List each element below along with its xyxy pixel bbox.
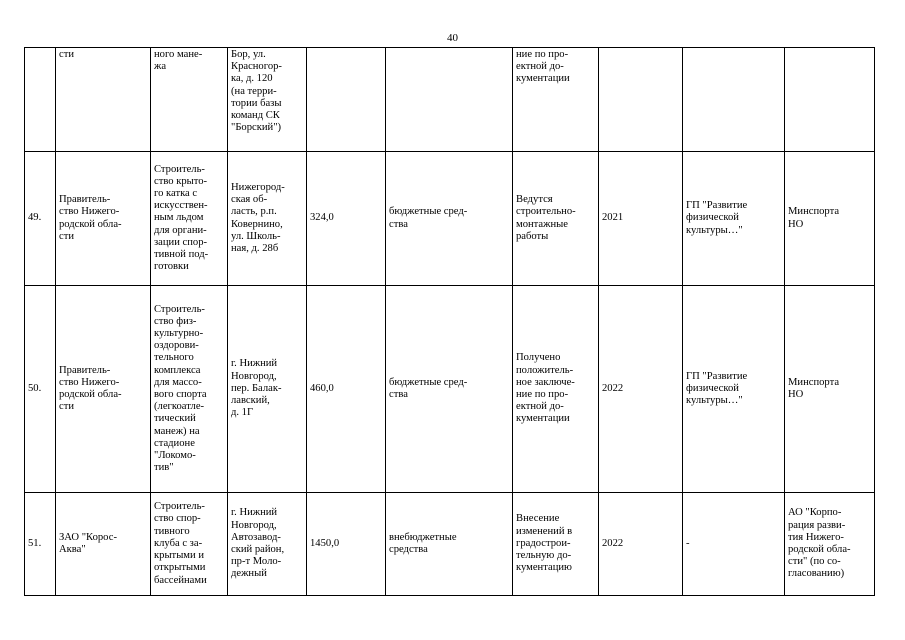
cell-object: Строитель- ство спор- тивного клуба с за- крытыми и открытыми бассейнами [151, 493, 228, 596]
cell-status: Внесение изменений в градострои- тельную до- кументацию [513, 493, 599, 596]
cell-year [599, 48, 683, 152]
cell-program: - [683, 493, 785, 596]
cell-object: Строитель- ство физ- культурно- оздорови- тельного комплекса для массо- вого спорта (легкоатле- тический манеж) на стадионе "Локомо- тив" [151, 286, 228, 493]
cell-year: 2022 [599, 493, 683, 596]
cell-num: 50. [25, 286, 56, 493]
cell-amount [307, 48, 386, 152]
projects-table [24, 47, 875, 596]
cell-executor: Правитель- ство Нижего- родской обла- сти [56, 286, 151, 493]
cell-amount: 460,0 [307, 286, 386, 493]
cell-year: 2021 [599, 152, 683, 286]
cell-program: ГП "Развитие физической культуры…" [683, 286, 785, 493]
cell-object: ного мане- жа [151, 48, 228, 152]
cell-executor: Правитель- ство Нижего- родской обла- сти [56, 152, 151, 286]
cell-address: Нижегород- ская об- ласть, р.п. Ковернино, ул. Школь- ная, д. 28б [228, 152, 307, 286]
cell-amount: 324,0 [307, 152, 386, 286]
cell-status: Ведутся строительно- монтажные работы [513, 152, 599, 286]
cell-responsible [785, 48, 875, 152]
table-row [25, 152, 875, 286]
cell-status: Получено положитель- ное заключе- ние по про- ектной до- кументации [513, 286, 599, 493]
table-row [25, 493, 875, 596]
cell-responsible: АО "Корпо- рация разви- тия Нижего- родской обла- сти" (по со- гласованию) [785, 493, 875, 596]
cell-executor: ЗАО "Корос- Аква" [56, 493, 151, 596]
cell-address: г. Нижний Новгород, пер. Балак- лавский, д. 1Г [228, 286, 307, 493]
cell-status: ние по про- ектной до- кументации [513, 48, 599, 152]
cell-executor: сти [56, 48, 151, 152]
page-number: 40 [447, 32, 458, 44]
table-row [25, 48, 875, 152]
cell-source: бюджетные сред- ства [386, 152, 513, 286]
cell-source: внебюджетные средства [386, 493, 513, 596]
cell-num: 51. [25, 493, 56, 596]
cell-responsible: Минспорта НО [785, 152, 875, 286]
table-row [25, 286, 875, 493]
cell-address: г. Нижний Новгород, Автозавод- ский район, пр-т Моло- дежный [228, 493, 307, 596]
cell-responsible: Минспорта НО [785, 286, 875, 493]
cell-object: Строитель- ство крыто- го катка с искусствен- ным льдом для органи- зации спор- тивной под- готовки [151, 152, 228, 286]
cell-program [683, 48, 785, 152]
cell-num: 49. [25, 152, 56, 286]
cell-num [25, 48, 56, 152]
cell-source: бюджетные сред- ства [386, 286, 513, 493]
cell-program: ГП "Развитие физической культуры…" [683, 152, 785, 286]
cell-amount: 1450,0 [307, 493, 386, 596]
cell-year: 2022 [599, 286, 683, 493]
cell-address: Бор, ул. Красногор- ка, д. 120 (на терри- тории базы команд СК "Борский") [228, 48, 307, 152]
cell-source [386, 48, 513, 152]
